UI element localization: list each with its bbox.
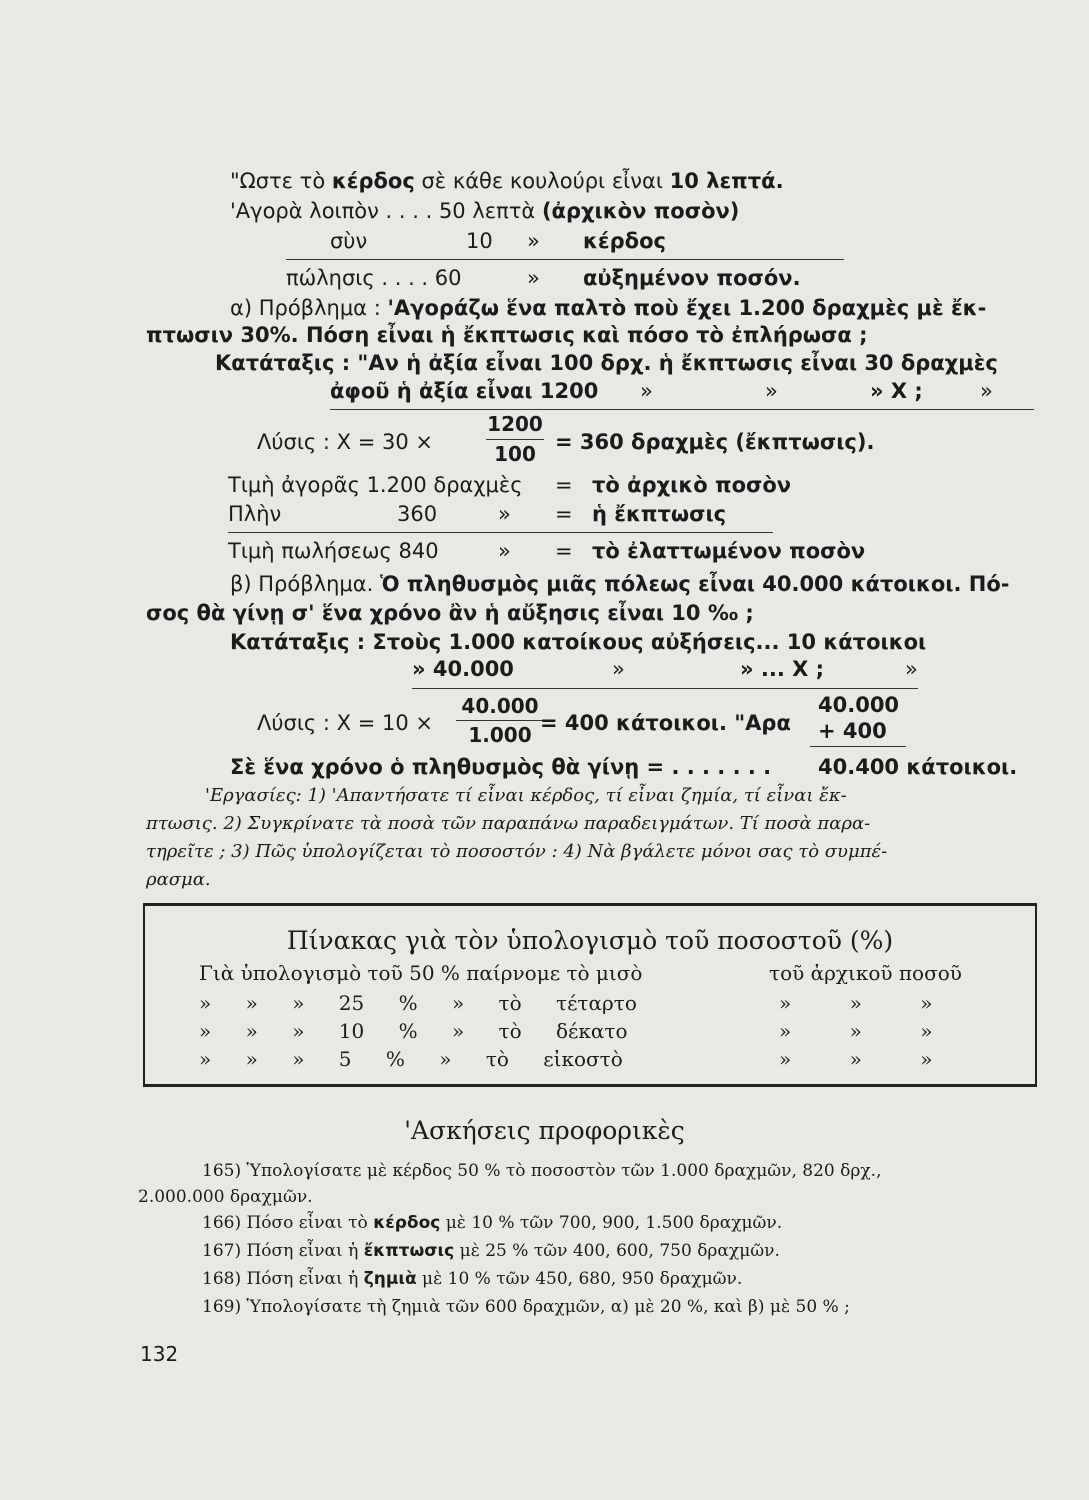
text: 167) Πόση εἶναι ἡ [202,1241,364,1261]
problem-a-line-4d: » X ; [870,379,923,403]
exercises-heading: 'Ασκήσεις προφορικὲς [404,1116,685,1145]
fraction-bar [486,439,544,440]
intro-line-4c: αὐξημένον ποσόν. [583,266,801,290]
text-bold: "Αν ἡ ἀξία εἶναι 100 δρχ. ἡ ἔκπτωσις εἶναι 30 δραχμὲς [357,351,998,375]
intro-line-4b: » [527,266,540,290]
problem-b-line-4c: » ... X ; [740,657,825,681]
problem-a-row-2d: = [555,502,573,526]
addition-top: 40.000 [818,693,900,717]
intro-line-4a: πώλησις . . . . 60 [286,266,462,290]
exercise-165-line-1: 165) Ὑπολογίσατε μὲ κέρδος 50 % τὸ ποσοστὸν τῶν 1.000 δραχμῶν, 820 δρχ., [202,1161,882,1181]
text: 'Αγορὰ λοιπὸν . . . . 50 λεπτὰ [230,199,542,223]
problem-a-row-1c: τὸ ἀρχικὸ ποσὸν [592,473,792,497]
exercise-169: 169) Ὑπολογίσατε τὴ ζημιὰ τῶν 600 δραχμῶν, α) μὲ 20 %, καὶ β) μὲ 50 % ; [202,1297,850,1317]
intro-line-3b: 10 [466,229,493,253]
exercise-167 [202,1240,780,1262]
problem-a-row-3c: = [555,539,573,563]
text: 166) Πόσο εἶναι τὸ [202,1213,374,1233]
tasks-line-4: ρασμα. [146,869,211,890]
exercise-168 [202,1268,742,1290]
table-row-2-col-1: » » » 25 % » τὸ τέταρτο [199,991,637,1015]
intro-line-1 [230,168,784,194]
text-bold: Κατάταξις : [230,630,373,654]
fraction-bar [456,720,544,721]
tasks-line-1: 'Εργασίες: 1) 'Απαντήσατε τί εἶναι κέρδος, τί εἶναι ζημία, τί εἶναι ἔκ- [205,785,847,806]
text-bold: 10 λεπτά. [669,169,784,193]
problem-b-solution-result: = 400 κάτοικοι. "Αρα [540,711,791,735]
text-bold: Στοὺς 1.000 κατοίκους αὐξήσεις... 10 κάτοικοι [372,630,927,654]
problem-a-line-4a: ἀφοῦ ἡ ἀξία εἶναι 1200 [330,379,599,403]
addition-bottom: + 400 [818,719,887,743]
problem-b-line-4b: » [612,657,625,681]
text-bold: Κατάταξις : [215,351,358,375]
problem-a-row-2b: 360 [397,502,438,526]
problem-a-solution-result: = 360 δραχμὲς (ἔκπτωσις). [555,430,875,454]
text: σὲ κάθε κουλούρι εἶναι [414,169,670,193]
divider [286,259,844,260]
problem-a-line-3 [215,350,998,376]
problem-a-row-3d: τὸ ἐλαττωμένον ποσὸν [592,539,866,563]
intro-line-3c: » [527,229,540,253]
tasks-line-3: τηρεῖτε ; 3) Πῶς ὑπολογίζεται τὸ ποσοστόν : 4) Νὰ βγάλετε μόνοι σας τὸ συμπέ- [146,841,888,862]
problem-a-row-1b: = [555,473,573,497]
text-bold: 'Αγοράζω ἕνα παλτὸ ποὺ ἔχει 1.200 δραχμὲς μὲ ἔκ- [387,296,987,320]
text-bold: ἔκπτωσις [363,1241,455,1261]
problem-a-row-2e: ἡ ἔκπτωσις [592,502,727,526]
text-bold: ζημιὰ [363,1269,417,1289]
problem-a-line-4b: » [640,379,653,403]
problem-a-line-4e: » [980,379,993,403]
problem-b-line-4d: » [905,657,918,681]
fraction-denominator: 100 [494,442,536,466]
text-bold: (ἀρχικὸν ποσὸν) [541,199,740,223]
problem-a-line-2: πτωσιν 30%. Πόση εἶναι ἡ ἔκπτωσις καὶ πόσο τὸ ἐπλήρωσα ; [146,323,868,347]
text: α) Πρόβλημα : [230,296,388,320]
text: μὲ 10 % τῶν 700, 900, 1.500 δραχμῶν. [440,1213,783,1233]
exercise-165-line-2: 2.000.000 δραχμῶν. [138,1187,313,1207]
divider [412,688,918,689]
problem-a-line-1 [230,295,986,321]
tasks-line-2: πτωσις. 2) Συγκρίνατε τὰ ποσὰ τῶν παραπάνω παραδειγμάτων. Τί ποσὰ παρα- [146,813,871,834]
problem-b-line-1 [230,571,1010,597]
problem-b-final-a: Σὲ ἕνα χρόνο ὁ πληθυσμὸς θὰ γίνῃ = . . . . . . . [230,755,772,779]
intro-line-3a: σὺν [330,229,368,253]
table-row-3-col-1: » » » 10 % » τὸ δέκατο [199,1019,628,1043]
table-title: Πίνακας γιὰ τὸν ὑπολογισμὸ τοῦ ποσοστοῦ (%) [286,926,894,955]
fraction-denominator: 1.000 [468,723,532,747]
text-bold: κέρδος [373,1213,441,1233]
table-row-1-col-1: Γιὰ ὑπολογισμὸ τοῦ 50 % παίρνομε τὸ μισὸ [199,961,643,985]
text: "Ωστε τὸ [230,169,332,193]
problem-a-row-1a: Τιμὴ ἀγορᾶς 1.200 δραχμὲς [228,473,523,497]
problem-a-solution-label: Λύσις : X = 30 × [257,430,434,454]
text: μὲ 10 % τῶν 450, 680, 950 δραχμῶν. [416,1269,743,1289]
problem-a-row-2a: Πλὴν [228,502,282,526]
table-row-3-col-2: » » » [779,1019,933,1043]
page-number: 132 [140,1342,179,1366]
table-row-4-col-1: » » » 5 % » τὸ εἰκοστὸ [199,1047,623,1071]
exercise-166 [202,1212,782,1234]
fraction-numerator: 1200 [487,412,543,436]
problem-a-row-3a: Τιμὴ πωλήσεως 840 [228,539,439,563]
percentage-table [143,903,1037,1087]
text: μὲ 25 % τῶν 400, 600, 750 δραχμῶν. [454,1241,780,1261]
divider [810,746,906,747]
problem-b-line-2: σος θὰ γίνῃ σ' ἕνα χρόνο ἂν ἡ αὔξησις εἶναι 10 ‰ ; [146,601,754,625]
text: β) Πρόβλημα. [230,572,380,596]
intro-line-2 [230,198,739,224]
problem-b-final-b: 40.400 κάτοικοι. [818,755,1018,779]
fraction-numerator: 40.000 [461,694,539,718]
problem-a-line-4c: » [765,379,778,403]
problem-b-solution-label: Λύσις : X = 10 × [257,711,434,735]
intro-line-3d: κέρδος [583,229,666,253]
text: 168) Πόση εἶναι ἡ [202,1269,364,1289]
text-bold: Ὁ πληθυσμὸς μιᾶς πόλεως εἶναι 40.000 κάτοικοι. Πό- [379,572,1010,596]
problem-a-row-3b: » [498,539,511,563]
problem-b-line-4a: » 40.000 [412,657,514,681]
divider [330,409,1034,410]
table-row-2-col-2: » » » [779,991,933,1015]
problem-b-line-3 [230,629,926,655]
divider [228,532,773,533]
table-row-1-col-2: τοῦ ἀρχικοῦ ποσοῦ [769,961,962,985]
table-row-4-col-2: » » » [779,1047,933,1071]
text-bold: κέρδος [331,169,415,193]
problem-a-row-2c: » [498,502,511,526]
